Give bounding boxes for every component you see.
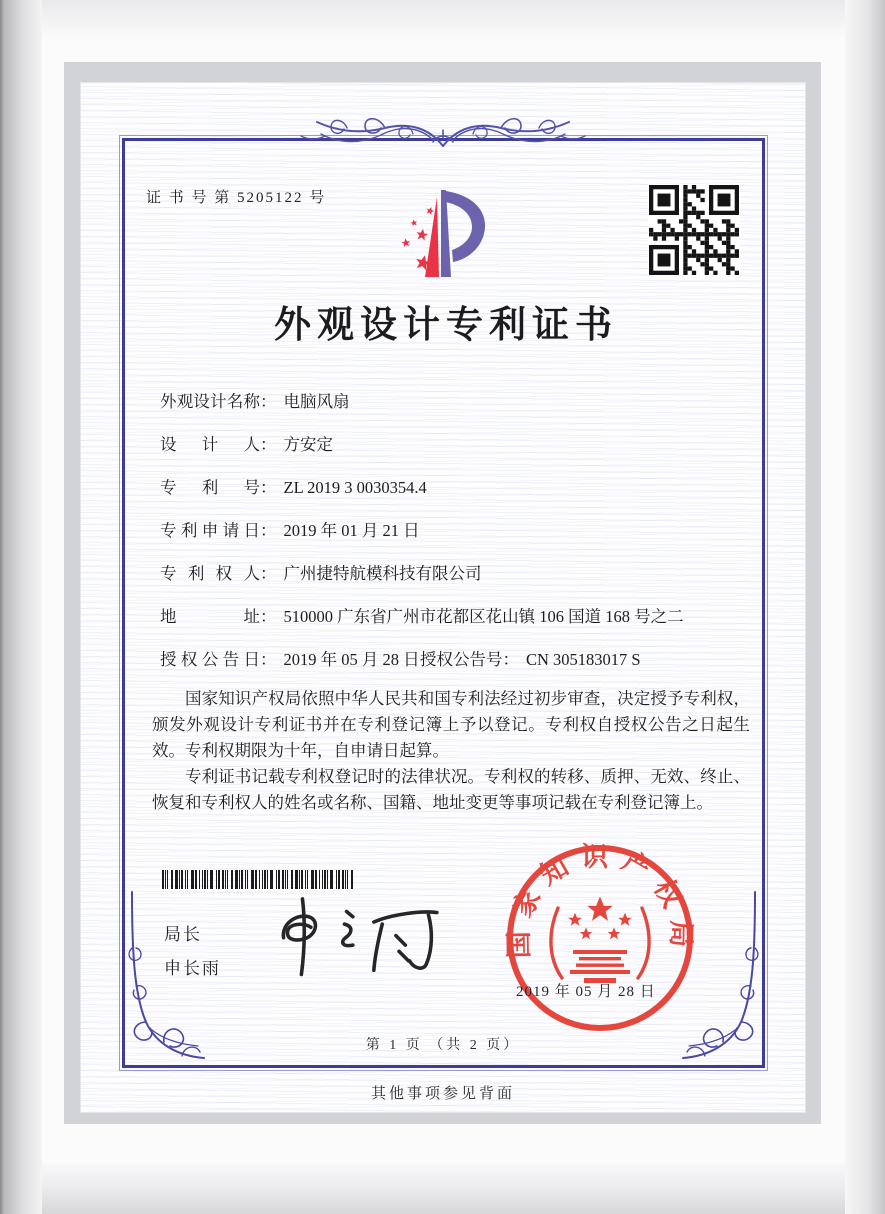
field-patent-number: 专 利 号： ZL 2019 3 0030354.4 [160,478,427,497]
signature-calligraphy [256,880,456,985]
certificate-title: 外观设计专利证书 [274,305,618,346]
field-design-name: 外观设计名称： 电脑风扇 [160,392,350,411]
certificate-paper [80,82,806,1113]
qr-code [648,184,740,276]
frame-bevel-top [0,0,885,40]
legal-paragraph: 专利证书记载专利权登记时的法律状况。专利权的转移、质押、无效、终止、恢复和专利权人的姓名或名称、国籍、地址变更等事项记载在专利登记簿上。 [152,767,750,812]
field-grant-row: 授权公告日： 2019 年 05 月 28 日 授权公告号： CN 305183017 S [160,646,684,666]
legal-text [152,686,750,816]
field-designer: 设 计 人： 方安定 [160,435,333,454]
signer-title: 局长 [164,925,202,944]
page-indicator: 第 1 页 （共 2 页） [365,1038,521,1053]
field-grant-number: 授权公告号： CN 305183017 S [420,650,641,669]
frame-bevel-bottom [0,1164,885,1214]
frame-bevel-left [0,0,42,1214]
official-seal [502,840,698,1036]
seal-date: 2019 年 05 月 28 日 [516,984,656,1000]
back-note: 其他事项参见背面 [370,1086,515,1102]
border-ornament-icon [293,112,593,168]
field-patentee: 专 利 权 人： 广州捷特航模科技有限公司 [160,564,482,583]
field-list [160,388,684,689]
seal-ring-text: 国家知识产权局 [503,842,697,959]
cnipa-logo-icon [383,181,497,287]
frame-bevel-right [845,0,885,1214]
signer-name: 申长雨 [164,959,221,978]
field-address: 地 址： 510000 广东省广州市花都区花山镇 106 国道 168 号之二 [160,607,684,626]
field-application-date: 专利申请日： 2019 年 01 月 21 日 [160,521,420,540]
legal-paragraph: 国家知识产权局依照中华人民共和国专利法经过初步审查，决定授予专利权，颁发外观设计专利证书并在专利登记簿上予以登记。专利权自授权公告之日起生效。专利权期限为十年，自申请日起算。 [152,689,750,760]
certificate-number: 证 书 号 第 5205122 号 [146,190,327,206]
